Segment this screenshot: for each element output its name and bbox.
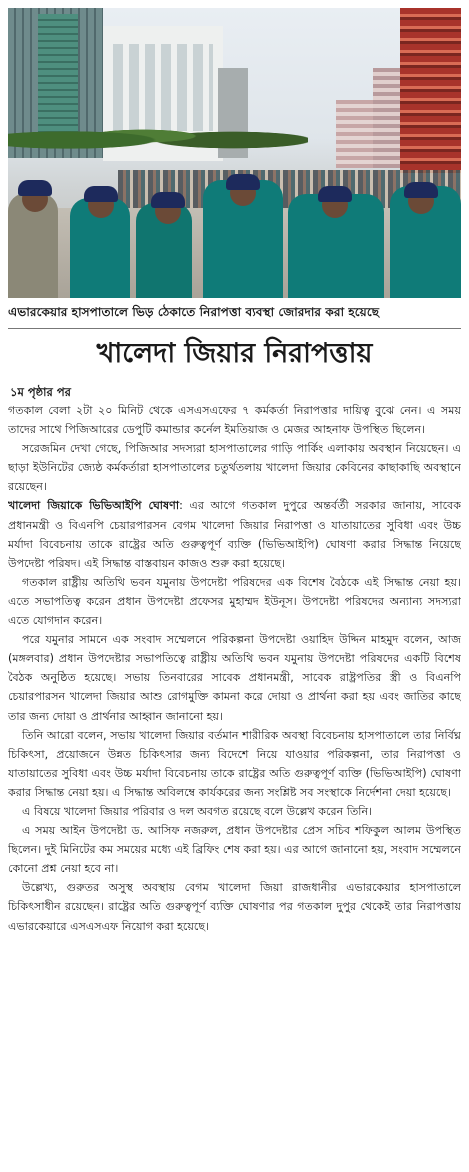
paragraph-text: তিনি আরো বলেন, সভায় খালেদা জিয়ার বর্তমান শারীরিক অবস্থা বিবেচনায় হাসপাতালে তার নির্বিঘ্ন চিকিৎসা, প্রয়োজনে উন্নত চিকিৎসার জন্য বিদেশে নিয়ে যাওয়ার পরিকল্পনা, তার নিরাপত্তা ও যাতায়াতের সুবিধা এবং উচ্চ মর্যাদা বিবেচনায় তাকে রাষ্ট্রের অতি গুরুত্বপূর্ণ ব্যক্তি (ভিভিআইপি) ঘোষণা করার সিদ্ধান্ত নেয়া হয়। এ সিদ্ধান্ত অবিলম্বে কার্যকরের জন্য সংশ্লিষ্ট সব সংস্থাকে নির্দেশনা দেয়া হয়েছে। — [8, 728, 461, 799]
paragraph — [8, 496, 461, 572]
paragraph-text: গতকাল বেলা ২টা ২০ মিনিট থেকে এসএসএফের ৭ কর্মকর্তা নিরাপত্তার দায়িত্ব বুঝে নেন। এ সময় তাদের সাথে পিজিআরের ডেপুটি কমান্ডার কর্নেল ইমতিয়াজ ও মেজর আহনাফ উপস্থিত ছিলেন। — [8, 404, 461, 437]
officer-2-cap — [84, 186, 118, 202]
paragraph-text: এ বিষয়ে খালেদা জিয়ার পরিবার ও দল অবগত রয়েছে বলে উল্লেখ করেন তিনি। — [22, 804, 373, 818]
paragraph-text: গতকাল রাষ্ট্রীয় অতিথি ভবন যমুনায় উপদেষ্টা পরিষদের এক বিশেষ বৈঠকে এই সিদ্ধান্ত নেয়া হয়। এতে সভাপতিত্ব করেন প্রধান উপদেষ্টা প্রফেসর মুহাম্মদ ইউনূস। উপদেষ্টা পরিষদের অন্যান্য সদস্যরা এতে যোগদান করেন। — [8, 575, 461, 628]
paragraph — [8, 630, 461, 725]
officer-5-cap — [318, 186, 352, 202]
paragraph-text: পরে যমুনার সামনে এক সংবাদ সম্মেলনে পরিকল্পনা উপদেষ্টা ওয়াহিদ উদ্দিন মাহমুদ বলেন, আজ (মঙ্গলবার) প্রধান উপদেষ্টার সভাপতিত্বে রাষ্ট্রীয় অতিথি ভবন যমুনায় উপদেষ্টা পরিষদের একটি বিশেষ বৈঠক অনুষ্ঠিত হয়েছে। সভায় তিনবারের সাবেক প্রধানমন্ত্রী, সাবেক রাষ্ট্রপতির স্ত্রী ও বিএনপি চেয়ারপারসন খালেদা জিয়ার আশু রোগমুক্তি কামনা করে দোয়া ও প্রার্থনা করা হয় এবং জাতির কাছে তার জন্য দোয়া ও প্রার্থনার আহ্বান জানানো হয়। — [8, 633, 461, 723]
divider — [8, 328, 461, 329]
paragraph — [8, 878, 461, 935]
paragraph — [8, 802, 461, 821]
paragraph — [8, 726, 461, 802]
paragraph-text: এ সময় আইন উপদেষ্টা ড. আসিফ নজরুল, প্রধান উপদেষ্টার প্রেস সচিব শফিকুল আলম উপস্থিত ছিলেন। দুই মিনিটের কম সময়ের মধ্যে এই ব্রিফিং শেষ করা হয়। এর আগে জানানো হয়, সংবাদ সম্মেলনে কোনো প্রশ্ন নেয়া হবে না। — [8, 824, 461, 876]
officer-1-cap — [18, 180, 52, 196]
officer-4-cap — [226, 174, 260, 190]
headline: খালেদা জিয়ার নিরাপত্তায় — [96, 338, 373, 369]
paragraph-text: উল্লেখ্য, গুরুতর অসুস্থ অবস্থায় বেগম খালেদা জিয়া রাজধানীর এভারকেয়ার হাসপাতালে চিকিৎসাধীন রয়েছেন। রাষ্ট্রের অতি গুরুত্বপূর্ণ ব্যক্তি ঘোষণার পর গতকাল দুপুর থেকেই তার নিরাপত্তায় এভারকেয়ারে এসএসএফ নিয়োগ করা হয়েছে। — [8, 881, 461, 933]
officer-6-cap — [404, 182, 438, 198]
subheading: খালেদা জিয়াকে ভিভিআইপি ঘোষণা — [8, 499, 180, 513]
article-body — [8, 401, 461, 1161]
photo-caption: এভারকেয়ার হাসপাতালে ভিড় ঠেকাতে নিরাপত্তা ব্যবস্থা জোরদার করা হয়েছে — [8, 305, 380, 319]
paragraph — [8, 821, 461, 878]
paragraph — [8, 573, 461, 630]
building-right-small — [336, 100, 376, 168]
building-tower — [400, 8, 461, 173]
continued-from: ১ম পৃষ্ঠার পর — [10, 385, 71, 399]
paragraph — [8, 439, 461, 496]
trees — [8, 116, 308, 156]
paragraph-text: : এর আগে গতকাল দুপুরে অন্তর্বর্তী সরকার জানায়, সাবেক প্রধানমন্ত্রী ও বিএনপি চেয়ারপারসন বেগম খালেদা জিয়ার নিরাপত্তা ও যাতায়াতের সুবিধা এবং উচ্চ মর্যাদা বিবেচনায় তাকে রাষ্ট্রের অতি গুরুত্বপূর্ণ ব্যক্তি (ভিভিআইপি) ঘোষণা করার সিদ্ধান্ত নিয়েছে উপদেষ্টা পরিষদ। এই সিদ্ধান্ত বাস্তবায়ন কাজও শুরু করা হয়েছে। — [8, 499, 461, 570]
news-photo — [8, 8, 461, 298]
paragraph-text: সরেজমিন দেখা গেছে, পিজিআর সদস্যরা হাসপাতালের গাড়ি পার্কিং এলাকায় অবস্থান নিয়েছেন। এ ছাড়া ইউনিটের জ্যেষ্ঠ কর্মকর্তারা হাসপাতালের চতুর্থতলায় খালেদা জিয়ার কেবিনের কাছাকাছি অবস্থানে রয়েছেন। — [8, 442, 461, 494]
paragraph — [8, 401, 461, 439]
officer-3-cap — [151, 192, 185, 208]
